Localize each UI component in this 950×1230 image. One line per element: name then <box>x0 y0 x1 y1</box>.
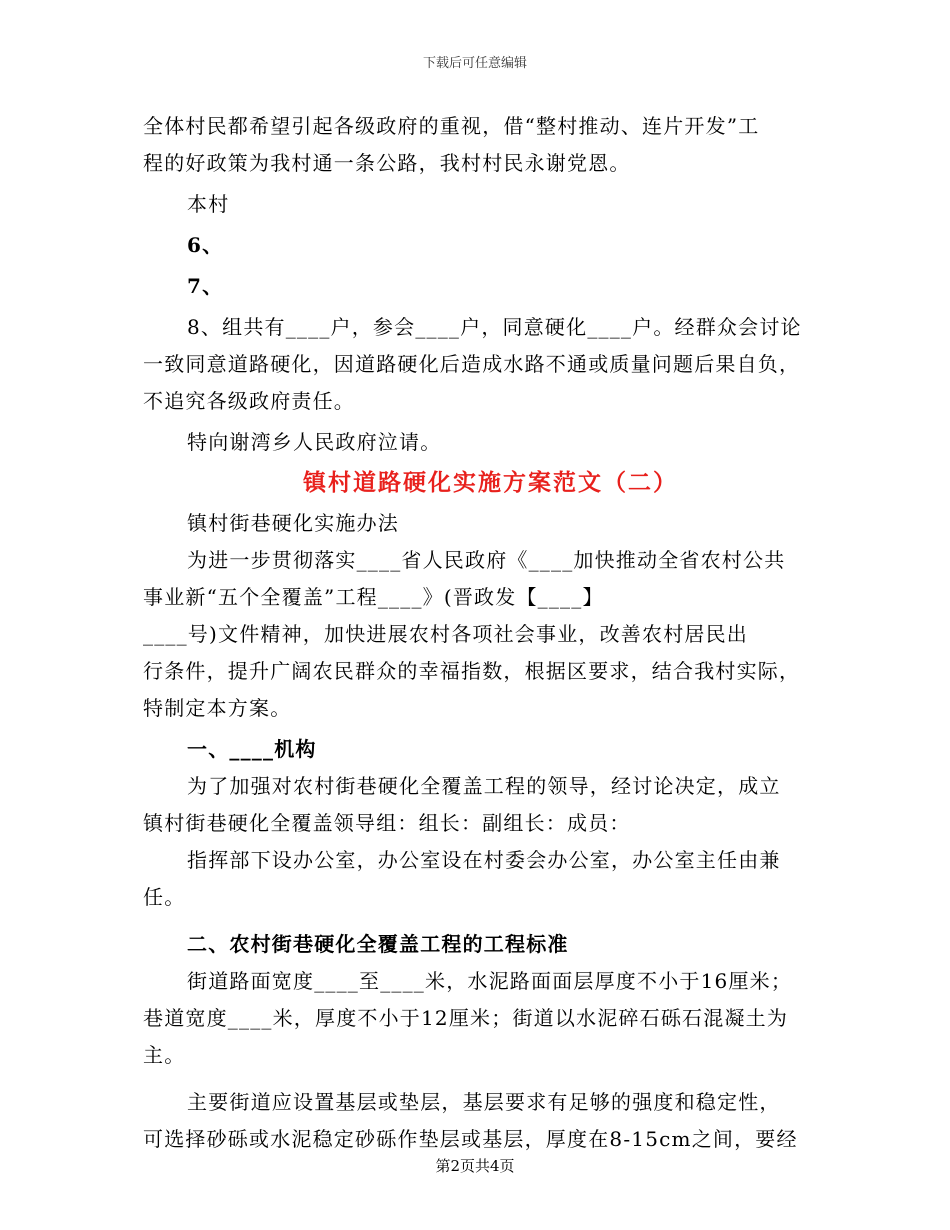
paragraph-line: 特向谢湾乡人民政府泣请。 <box>187 430 442 454</box>
paragraph-line: 镇村街巷硬化实施办法 <box>187 511 399 535</box>
document-body <box>143 108 808 1158</box>
paragraph-line: 特制定本方案。 <box>143 696 292 720</box>
section-title: 镇村道路硬化实施方案范文（二） <box>303 469 678 496</box>
paragraph-line: 街道路面宽度____至____米，水泥路面面层厚度不小于16厘米； <box>187 969 793 993</box>
paragraph-line: 指挥部下设办公室，办公室设在村委会办公室，办公室主任由兼 <box>187 848 781 872</box>
paragraph-line: 为了加强对农村街巷硬化全覆盖工程的领导，经讨论决定，成立 <box>187 774 781 798</box>
paragraph-line: 程的好政策为我村通一条公路，我村村民永谢党恩。 <box>143 151 631 175</box>
paragraph-line: 行条件，提升广阔农民群众的幸福指数，根据区要求，结合我村实际， <box>143 659 801 683</box>
paragraph-line: 全体村民都希望引起各级政府的重视，借“整村推动、连片开发”工 <box>143 114 760 138</box>
paragraph-line: 本村 <box>187 192 230 216</box>
paragraph-line: 主要街道应设置基层或垫层，基层要求有足够的强度和稳定性， <box>187 1090 781 1114</box>
paragraph-line: 主。 <box>143 1043 186 1067</box>
paragraph-line: 任。 <box>143 885 186 909</box>
paragraph-line: 可选择砂砾或水泥稳定砂砾作垫层或基层，厚度在8-15cm之间，要经 <box>143 1127 798 1151</box>
section-heading: 二、农村街巷硬化全覆盖工程的工程标准 <box>187 932 569 956</box>
list-number: 7、 <box>187 274 224 298</box>
paragraph-line: 事业新“五个全覆盖”工程____》(晋政发【____】 <box>143 585 604 609</box>
paragraph-line: 一致同意道路硬化，因道路硬化后造成水路不通或质量问题后果自负， <box>143 352 801 376</box>
paragraph-line: 为进一步贯彻落实____省人民政府《____加快推动全省农村公共 <box>187 548 786 572</box>
list-number: 6、 <box>187 233 224 257</box>
paragraph-line: 镇村街巷硬化全覆盖领导组：组长：副组长：成员： <box>143 811 631 835</box>
paragraph-line: 不追究各级政府责任。 <box>143 389 355 413</box>
section-heading: 一、____机构 <box>187 737 317 761</box>
page-number: 第2页共4页 <box>435 1157 515 1175</box>
paragraph-line: 巷道宽度____米，厚度不小于12厘米；街道以水泥碎石砾石混凝土为 <box>143 1006 789 1030</box>
paragraph-line: 8、组共有____户，参会____户，同意硬化____户。经群众会讨论 <box>187 315 802 339</box>
paragraph-line: ____号)文件精神，加快进展农村各项社会事业，改善农村居民出 <box>143 622 749 646</box>
page-header-note: 下载后可任意编辑 <box>422 56 527 71</box>
